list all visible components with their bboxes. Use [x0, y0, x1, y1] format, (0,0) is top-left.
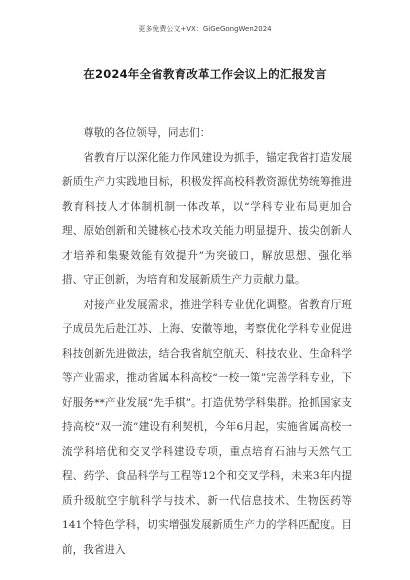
- header-note: 更多免费公文+VX：GiGeGongWen2024: [138, 25, 272, 33]
- paragraph-2: 对接产业发展需求，推进学科专业优化调整。省教育厅班子成员先后赴江苏、上海、安徽等地，考察优化学科专业促进科技创新先进做法，结合我省航空航天、科技农业、生命科学等产业需求，推动省属本科高校“一校一策”完善学科专业，下好服务**产业发展“先手棋”。打造优势学科集群。抢抓国家支持高校“双一流”建设有利契机，今年6月起，实施省属高校一流学科培优和交叉学科建设专项，重点培育石油与天然气工程、药学、食品科学与工程等12个和交叉学科，未来3年内提质升级航空宇航科学与技术、新一代信息技术、生物医药等141个特色学科，切实增强发展新质生产力的学科匹配度。目前，我省进入: [62, 298, 352, 556]
- paragraph-1: 省教育厅以深化能力作风建设为抓手，锚定我省打造发展新质生产力实践地目标，积极发挥高校科教资源优势统筹推进教育科技人才体制机制一体改革，以“学科专业布局更加合理、原始创新和关键核心技术攻关能力明显提升、拔尖创新人才培养和集聚效能有效提升”为突破口，解放思想、强化举措、守正创新，为培育和发展新质生产力贡献力量。: [62, 151, 352, 286]
- greeting: 尊敬的各位领导，同志们：: [83, 127, 211, 139]
- document-body: [62, 121, 352, 562]
- document-title: 在2024年全省教育改革工作会议上的汇报发言: [83, 67, 327, 81]
